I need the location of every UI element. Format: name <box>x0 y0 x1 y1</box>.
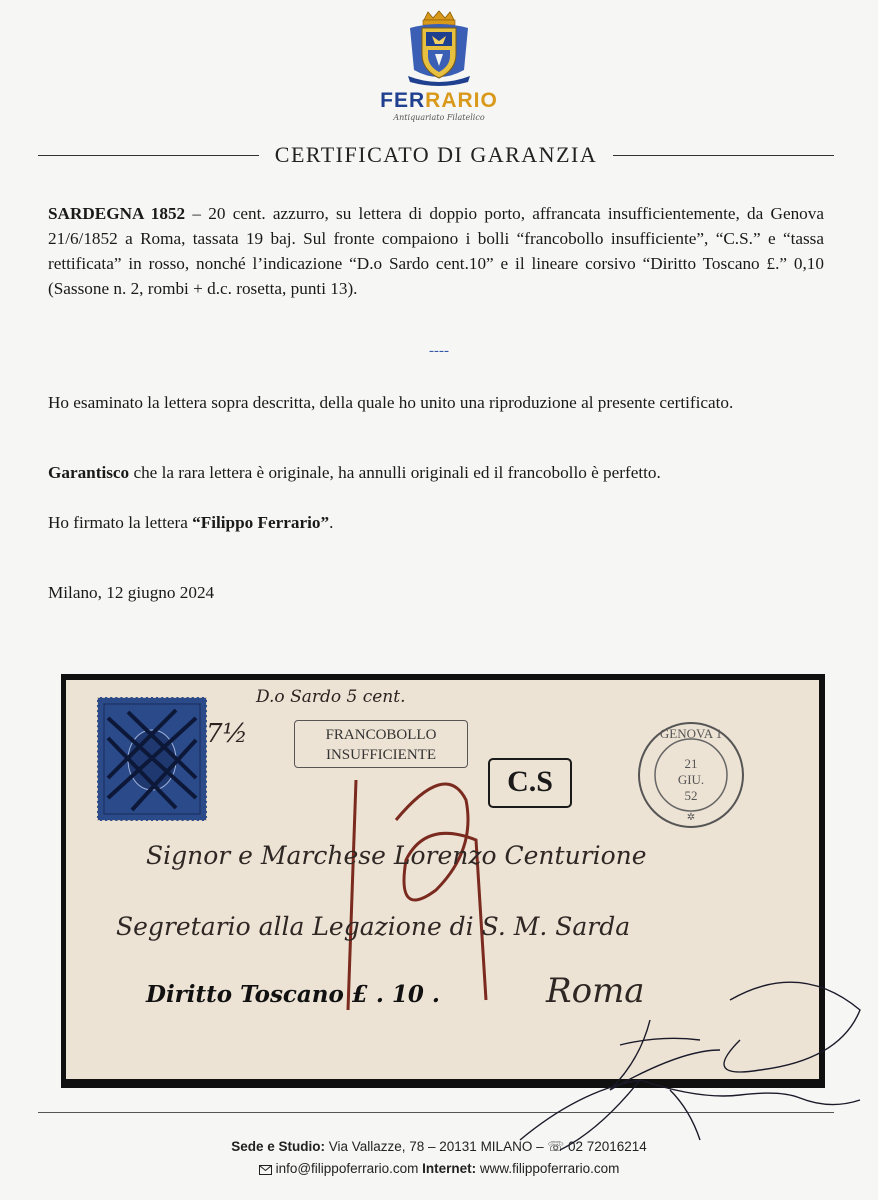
brand-tagline: Antiquariato Filatelico <box>393 113 485 122</box>
examination-paragraph: Ho esaminato la lettera sopra descritta, della quale ho unito una riproduzione al presente certificato. <box>48 393 734 412</box>
certificate-title-row <box>38 140 834 170</box>
coat-of-arms-icon <box>404 10 474 88</box>
guarantee-lead: Garantisco <box>48 463 130 482</box>
description-paragraph <box>48 201 824 301</box>
address-line1: Signor e Marchese Lorenzo Centurione <box>146 841 647 870</box>
address-value: Via Vallazze, 78 – 20131 MILANO – ☏ 02 72016214 <box>324 1139 647 1154</box>
email-link[interactable]: info@filippoferrario.com <box>275 1161 419 1176</box>
brand-name-part2: RARIO <box>425 89 498 112</box>
tax-fraction: 7½ <box>206 719 248 749</box>
title-rule-left <box>38 155 259 156</box>
guarantee-text: che la rara lettera è originale, ha annulli originali ed il francobollo è perfetto. <box>129 463 661 482</box>
brand-name <box>0 90 878 112</box>
footer-address <box>0 1139 878 1155</box>
brand-name-part1: FER <box>380 89 426 112</box>
signed-end: . <box>329 513 334 532</box>
postmark-month: GIU. <box>677 772 705 787</box>
diritto-toscano: Diritto Toscano £ . 10 . <box>146 981 440 1008</box>
signed-name: “Filippo Ferrario” <box>192 513 330 532</box>
postmark-year: 52 <box>684 788 698 803</box>
guarantee-paragraph <box>48 460 824 485</box>
cs-stamp: C.S <box>488 758 572 808</box>
postmark-day: 21 <box>684 756 698 771</box>
footer-contacts <box>0 1161 878 1176</box>
description-text: – 20 cent. azzurro, su lettera di doppio porto, affrancata insufficientemente, da Genova 21/6/1852 a Roma, tassata 19 baj. Sul fronte compaiono i bolli “francobollo insufficiente”, “C.S.” e “tassa rettificata” in rosso, nonché l’indicazione “D.o Sardo cent.10” e il lineare corsivo “Diritto Toscano £.” 0,10 (Sassone n. 2, rombi + d.c. rosetta, punti 13). <box>48 204 824 298</box>
description-lead: SARDEGNA 1852 <box>48 204 186 223</box>
address-label: Sede e Studio: <box>231 1139 325 1154</box>
box-stamp-line2: INSUFFICIENTE <box>325 747 436 763</box>
tax-19: 19 <box>496 750 498 751</box>
signed-paragraph <box>48 510 824 535</box>
sardo-note: D.o Sardo 5 cent. <box>256 687 406 707</box>
letter-photo <box>66 680 819 1079</box>
place-date: Milano, 12 giugno 2024 <box>48 583 215 602</box>
mail-icon <box>259 1165 272 1175</box>
ferrario-logo <box>0 10 878 122</box>
separator: ---- <box>429 343 449 359</box>
address-line3: Roma <box>546 971 645 1011</box>
certificate-title: CERTIFICATO DI GARANZIA <box>274 142 598 167</box>
internet-label: Internet: <box>422 1161 477 1176</box>
box-stamp-line1: FRANCOBOLLO <box>325 727 437 743</box>
website-link[interactable]: www.filippoferrario.com <box>476 1161 620 1176</box>
letter-handwriting <box>66 680 819 1079</box>
postmark-city: GENOVA 1 <box>659 726 723 741</box>
letter-photo-frame <box>61 674 825 1088</box>
svg-text:✲: ✲ <box>686 812 696 823</box>
footer-rule <box>38 1112 834 1113</box>
address-line2: Segretario alla Legazione di S. M. Sarda <box>116 912 631 941</box>
signed-text: Ho firmato la lettera <box>48 513 193 532</box>
title-rule-right <box>613 155 834 156</box>
